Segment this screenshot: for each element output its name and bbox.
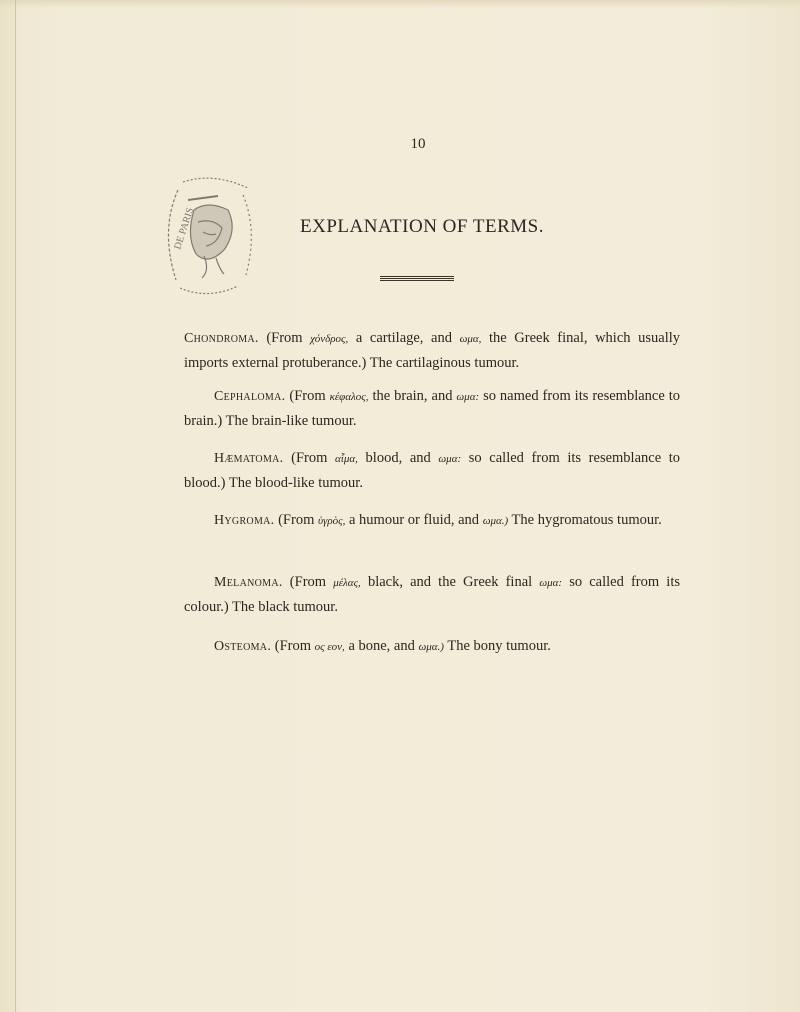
entry-greek: ωμα: (438, 453, 462, 465)
page-title: EXPLANATION OF TERMS. (300, 216, 544, 237)
entry-term: Cephaloma. (214, 389, 286, 404)
entry-text: a humour or fluid, and (348, 512, 480, 528)
stamp-text: DE PARIS (172, 206, 197, 251)
entry-text: the brain, and (372, 388, 453, 404)
entry-greek: μέλας, (333, 577, 361, 589)
entry-text: (From (291, 450, 328, 466)
entry-chondroma (184, 326, 680, 375)
entry-term: Chondroma. (184, 331, 259, 346)
entry-term: Osteoma. (214, 639, 272, 654)
entry-text: a cartilage, and (355, 330, 452, 346)
entry-cephaloma (184, 384, 680, 433)
entry-greek: κέφαλος, (329, 391, 369, 403)
entry-text: the Greek final, which usually imports external protuberance.) The cartilaginous tumour. (184, 330, 680, 371)
entry-text: so named from its resemblance to brain.) The brain-like tumour. (184, 388, 681, 429)
entry-term: Hygroma. (214, 513, 275, 528)
entry-greek: ωμα, (459, 333, 482, 345)
entry-text: (From (289, 388, 326, 404)
entry-greek: ωμα: (456, 391, 480, 403)
entry-text: (From (289, 574, 327, 590)
entry-text: so called from its colour.) The black tumour. (184, 574, 680, 615)
entry-term: Hæmatoma. (214, 451, 284, 466)
entry-text: The bony tumour. (447, 638, 551, 654)
entry-text: so called from its resemblance to blood.) The blood-like tumour. (184, 450, 681, 491)
library-stamp-icon (158, 170, 258, 300)
entry-greek: ος εον, (314, 641, 345, 653)
entry-text: (From (278, 512, 315, 528)
entry-melanoma (184, 570, 680, 619)
title-double-rule (380, 276, 454, 282)
entry-greek: ωμα.) (482, 515, 509, 527)
page-number: 10 (410, 136, 426, 152)
entry-text: (From (274, 638, 311, 654)
entry-term: Melanoma. (214, 575, 283, 590)
entry-greek: ὑγρὸς, (317, 515, 346, 527)
entry-text: blood, and (365, 450, 431, 466)
binding-gutter (15, 0, 16, 1012)
entry-text: (From (266, 330, 303, 346)
entry-greek: ωμα.) (418, 641, 444, 653)
entry-osteoma (184, 634, 680, 659)
entry-text: a bone, and (348, 638, 415, 654)
entry-greek: ωμα: (539, 577, 563, 589)
page-top-edge (0, 0, 800, 8)
entry-greek: χόνδρος, (310, 333, 349, 345)
entry-text: The hygromatous tumour. (511, 512, 662, 528)
entry-greek: αἷμα, (335, 453, 358, 465)
entry-hygroma (184, 508, 680, 533)
entry-text: black, and the Greek final (367, 574, 533, 590)
entry-haematoma (184, 446, 680, 495)
